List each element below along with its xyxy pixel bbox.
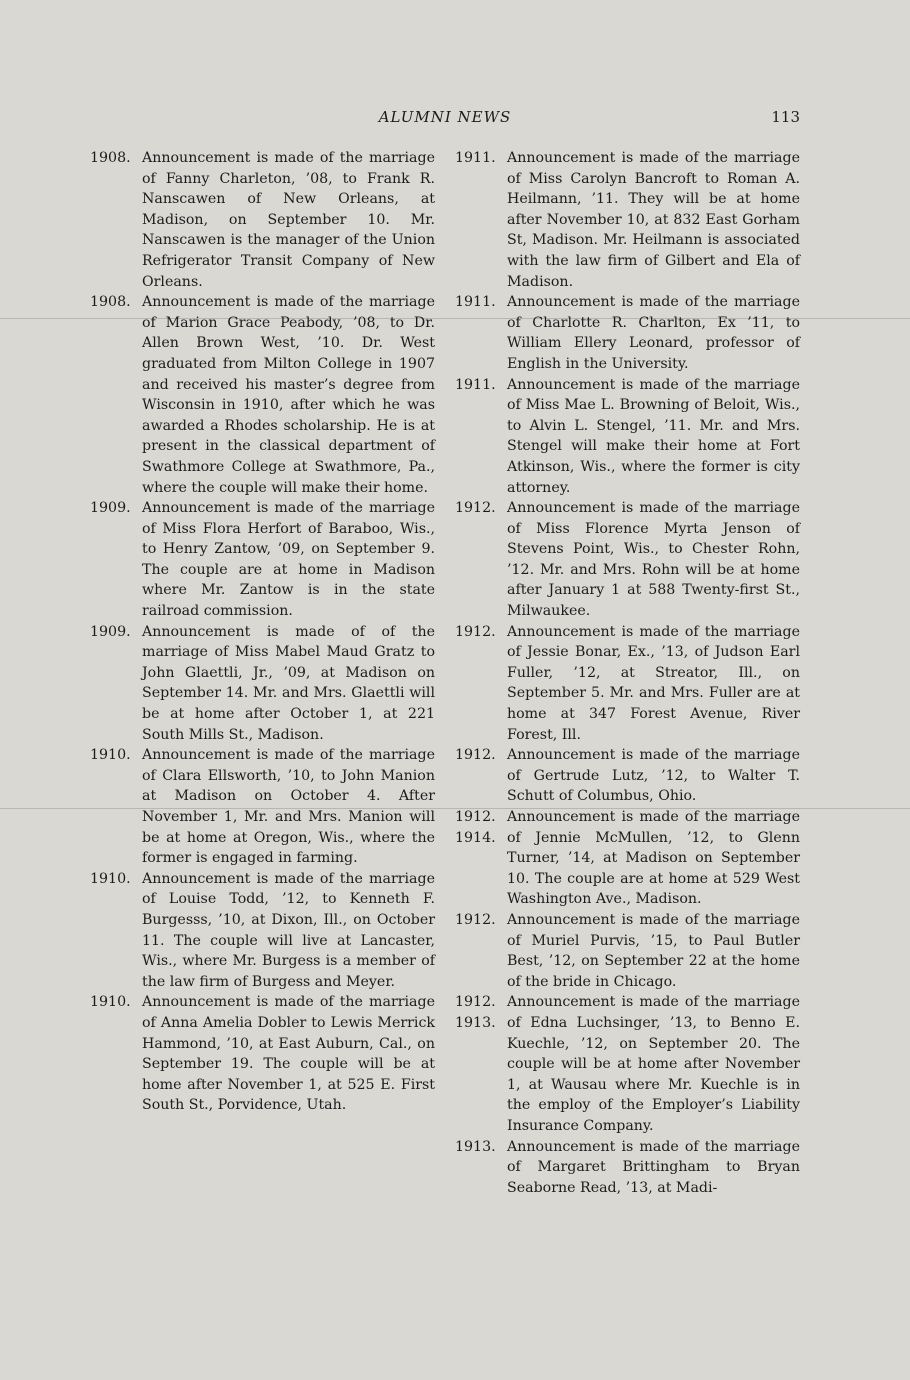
announcement	[455, 148, 800, 292]
left-column	[90, 148, 435, 1116]
entry-year: 1909.	[90, 623, 131, 640]
announcement	[90, 622, 435, 746]
entry-text: Announcement is made of the marriage of Miss Florence Myrta Jenson of Stevens Point, Wis., to Chester Rohn, ’12. Mr. and Mrs. Rohn will be at home after January 1 at 588 Twenty-first St., Milwaukee.	[507, 500, 800, 620]
entry-year: 1910.	[90, 870, 131, 887]
entry-text: Announcement is made of the marriage of Louise Todd, ’12, to Kenneth F. Burgesss, ’10, at Dixon, Ill., on October 11. The couple will live at Lancaster, Wis., where Mr. Burgess is a member of the law firm of Burgess and Meyer.	[142, 870, 435, 990]
announcement	[455, 622, 800, 746]
announcement	[90, 148, 435, 292]
announcement	[90, 292, 435, 498]
entry-text: Announcement is made of the marriage of Marion Grace Peabody, ’08, to Dr. Allen Brown West, ’10. Dr. West graduated from Milton College in 1907 and received his master’s degree from Wisconsin in 1910, after which he was awarded a Rhodes scholarship. He is at present in the classical department of Swathmore College at Swathmore, Pa., where the couple will make their home.	[142, 294, 435, 496]
entry-year: 1911.	[455, 294, 496, 311]
announcement	[455, 375, 800, 499]
announcement	[455, 992, 800, 1136]
announcement	[455, 910, 800, 992]
entry-text: Announcement is made of the marriage of Miss Mae L. Browning of Beloit, Wis., to Alvin L. Stengel, ’11. Mr. and Mrs. Stengel will make their home at Fort Atkinson, Wis., where the former is city attorney.	[507, 376, 800, 496]
announcement	[90, 992, 435, 1116]
entry-year: 1911.	[455, 376, 496, 393]
entry-year: 1912.	[455, 500, 496, 517]
announcement	[455, 807, 800, 910]
page-number: 113	[771, 108, 800, 126]
entry-year: 1913.	[455, 1138, 496, 1155]
entry-text: Announcement is made of the marriage of Gertrude Lutz, ’12, to Walter T. Schutt of Columbus, Ohio.	[507, 747, 800, 805]
entry-year: 1910.	[90, 747, 131, 764]
entry-text: Announcement is made of the marriage of Fanny Charleton, ’08, to Frank R. Nanscawen of New Orleans, at Madison, on September 10. Mr. Nanscawen is the manager of the Union Refrigerator Transit Company of New Orleans.	[142, 150, 435, 290]
entry-text: Announcement is made of the marriage of Jennie McMullen, ’12, to Glenn Turner, ’14, at Madison on September 10. The couple are at home at 529 West Washington Ave., Madison.	[507, 809, 800, 908]
entry-text: Announcement is made of of the marriage of Miss Mabel Maud Gratz to John Glaettli, Jr., ’09, at Madison on September 14. Mr. and Mrs. Glaettli will be at home after October 1, at 221 South Mills St., Madison.	[142, 623, 435, 743]
running-title: ALUMNI NEWS	[378, 108, 512, 126]
announcement	[90, 498, 435, 622]
announcement	[455, 292, 800, 374]
entry-text: Announcement is made of the marriage of Jessie Bonar, Ex., ’13, of Judson Earl Fuller, ’12, at Streator, Ill., on September 5. Mr. and Mrs. Fuller are at home at 347 Forest Avenue, River Forest, Ill.	[507, 623, 800, 743]
announcement	[455, 1137, 800, 1199]
entry-text: Announcement is made of the marriage of Clara Ellsworth, ’10, to John Manion at Madison on October 4. After November 1, Mr. and Mrs. Manion will be at home at Oregon, Wis., where the former is engaged in farming.	[142, 747, 435, 867]
entry-year: 1912. 1914.	[455, 809, 496, 846]
entry-year: 1909.	[90, 500, 131, 517]
entry-year: 1908.	[90, 150, 131, 166]
entry-year: 1912.	[455, 623, 496, 640]
entry-text: Announcement is made of the marriage of Miss Carolyn Bancroft to Roman A. Heilmann, ’11. They will be at home after November 10, at 832 East Gorham St, Madison. Mr. Heilmann is associated with the law firm of Gilbert and Ela of Madison.	[507, 150, 800, 290]
entry-year: 1910.	[90, 994, 131, 1011]
entry-text: Announcement is made of the marriage of Anna Amelia Dobler to Lewis Merrick Hammond, ’10, at East Auburn, Cal., on September 19. The couple will be at home after November 1, at 525 E. First South St., Porvidence, Utah.	[142, 994, 435, 1114]
announcement	[455, 745, 800, 807]
entry-year: 1912.	[455, 747, 496, 764]
announcement	[90, 869, 435, 993]
entry-text: Announcement is made of the marriage of Charlotte R. Charlton, Ex ’11, to William Ellery Leonard, professor of English in the University.	[507, 294, 800, 372]
entry-year: 1912. 1913.	[455, 994, 496, 1031]
page-header	[90, 108, 800, 130]
entry-year: 1908.	[90, 294, 131, 311]
right-column	[455, 148, 800, 1198]
announcement	[90, 745, 435, 869]
entry-year: 1911.	[455, 150, 496, 166]
entry-text: Announcement is made of the marriage of Margaret Brittingham to Bryan Seaborne Read, ’13, at Madi-	[507, 1138, 800, 1196]
entry-text: Announcement is made of the marriage of Miss Flora Herfort of Baraboo, Wis., to Henry Zantow, ’09, on September 9. The couple are at home in Madison where Mr. Zantow is in the state railroad commission.	[142, 500, 435, 620]
entry-text: Announcement is made of the marriage of Muriel Purvis, ’15, to Paul Butler Best, ’12, on September 22 at the home of the bride in Chicago.	[507, 911, 800, 990]
entry-text: Announcement is made of the marriage of Edna Luchsinger, ’13, to Benno E. Kuechle, ’12, on September 20. The couple will be at home after November 1, at Wausau where Mr. Kuechle is in the employ of the Employer’s Liability Insurance Company.	[507, 994, 800, 1134]
entry-year: 1912.	[455, 911, 496, 928]
announcement	[455, 498, 800, 622]
